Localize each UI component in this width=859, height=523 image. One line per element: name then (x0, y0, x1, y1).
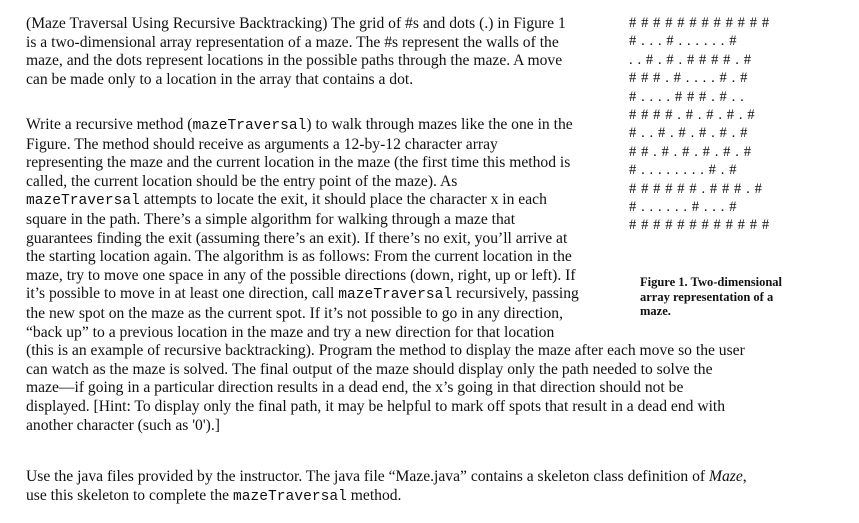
maze-row: # . . . # . . . . . . # (629, 33, 738, 50)
caption-line: maze. (640, 304, 671, 318)
maze-row: # . . . . . . # . . . # (629, 199, 738, 216)
text-line: another character (such as '0').] (26, 416, 220, 434)
maze-row: # # # # . # . # . # . # (629, 107, 756, 124)
text-line: is a two-dimensional array representation of a maze. The #s represent the walls of the (26, 33, 559, 51)
maze-row: # # # # # # # # # # # # (629, 15, 770, 31)
text-fragment: attempts to locate the exit, it should place the character x in each (139, 191, 547, 209)
maze-row: # . . . . # # # . # . . (629, 88, 745, 105)
intro-paragraph (26, 15, 566, 89)
text-line: Figure. The method should receive as arguments a 12-by-12 character array (26, 135, 498, 153)
maze-row: # . . # . # . # . # . # (629, 125, 748, 142)
text-line: representing the maze and the current location in the maze (the first time this method is (26, 154, 571, 172)
maze-grid-figure (629, 14, 770, 235)
caption-line: array representation of a (640, 289, 774, 304)
text-line: the starting location again. The algorithm is as follows: From the current location in the (26, 248, 572, 266)
text-fragment: it’s possible to move in at least one direction, call (26, 285, 339, 303)
text-fragment: Write a recursive method ( (26, 116, 193, 133)
maze-row: # # . # . # . # . # . # (629, 143, 752, 160)
text-line (26, 285, 745, 305)
text-fragment: ) to walk through mazes like the one in the (306, 116, 573, 133)
text-line: called, the current location should be the entry point of the maze). As (26, 172, 458, 190)
text-line: maze—if going in a particular direction results in a dead end, the x’s going in that direction should not be (26, 379, 684, 397)
method-name-code: mazeTraversal (233, 488, 347, 505)
figure-caption (640, 275, 840, 319)
maze-row: # . . . . . . . . # . # (629, 162, 738, 179)
text-line: (this is an example of recursive backtracking). Program the method to display the maze after each move so the user (26, 342, 745, 360)
text-fragment: recursively, passing (452, 285, 579, 303)
method-name-code: mazeTraversal (338, 287, 453, 304)
text-line (26, 487, 747, 507)
text-line: maze, and the dots represent locations in the possible paths through the maze. A move (26, 52, 563, 70)
text-fragment: use this skeleton to complete the (26, 486, 234, 504)
method-name-code: mazeTraversal (192, 118, 307, 134)
maze-row: # # # . # . . . . # . # (629, 70, 748, 87)
method-name-code: mazeTraversal (26, 193, 140, 210)
text-line: “back up” to a previous location in the maze and try a new direction for that location (26, 323, 555, 341)
text-line: square in the path. There’s a simple algorithm for walking through a maze that (26, 210, 516, 228)
text-line (26, 468, 747, 487)
text-fragment: Use the java files provided by the instructor. The java file “Maze.java” contains a skeleton class definition of (26, 468, 710, 485)
class-name-italic: Maze (709, 468, 743, 485)
text-line: guarantees finding the exit (assuming there’s an exit). If there’s no exit, you’ll arrive at (26, 229, 568, 247)
instructions-paragraph (26, 468, 747, 506)
maze-row: # # # # # # . # # # . # (629, 180, 763, 197)
maze-row: . . # . # . # # # # . # (629, 51, 752, 68)
text-line: the new spot on the maze as the current spot. If it’s not possible to go in any direction, (26, 304, 564, 322)
caption-line: Figure 1. Two-dimensional (640, 275, 783, 289)
text-fragment: , (742, 468, 747, 485)
text-fragment: method. (346, 486, 402, 504)
text-line: displayed. [Hint: To display only the final path, it may be helpful to mark off spots that result in a dead end with (26, 397, 726, 415)
text-line: (Maze Traversal Using Recursive Backtracking) The grid of #s and dots (.) in Figure 1 (26, 15, 566, 32)
text-line: maze, try to move one space in any of the possible directions (down, right, up or left). If (26, 266, 576, 284)
text-line: can watch as the maze is solved. The final output of the maze should display only the path needed to solve the (26, 360, 713, 378)
maze-row: # # # # # # # # # # # # (629, 217, 770, 234)
text-line: can be made only to a location in the array that contains a dot. (26, 70, 414, 88)
